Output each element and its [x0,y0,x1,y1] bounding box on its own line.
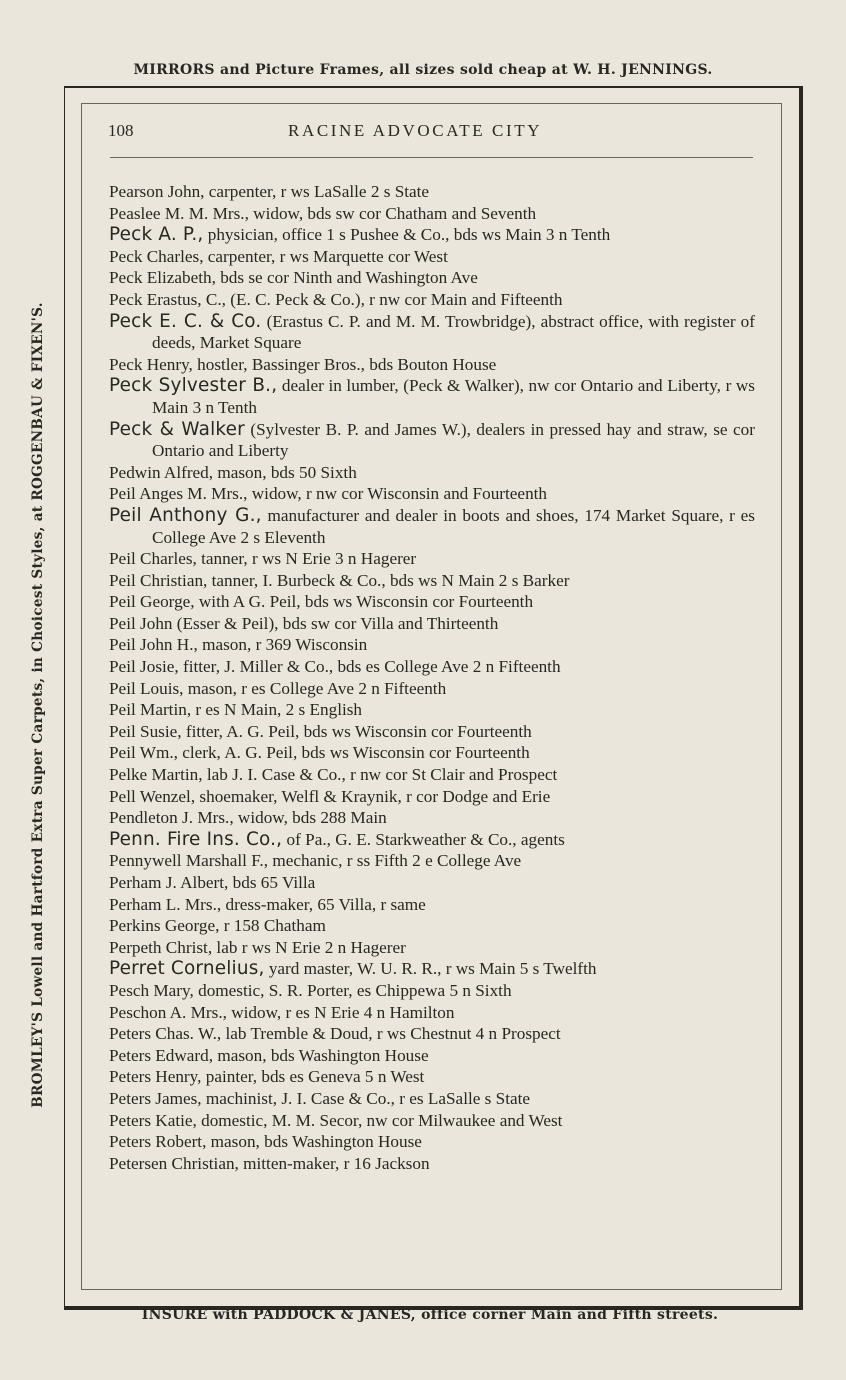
directory-entry [109,721,755,743]
directory-entry [109,915,755,937]
entry-text: Pendleton J. Mrs., widow, bds 288 Main [109,808,387,828]
directory-entry [109,699,755,721]
entry-text: Peters Robert, mason, bds Washington House [109,1132,422,1152]
directory-entry [109,764,755,786]
directory-entry [109,850,755,872]
entry-text: Peil Martin, r es N Main, 2 s English [109,700,363,720]
directory-entry [109,872,755,894]
entry-text: Pearson John, carpenter, r ws LaSalle 2 s State [109,182,430,201]
page-number: 108 [108,121,134,140]
entry-text: manufacturer and dealer in boots and shoes, 174 Market Square, r es College Ave 2 s Eleventh [152,505,755,547]
directory-entry [109,289,755,311]
directory-entry [109,505,755,548]
entry-name: Penn. Fire Ins. Co., [109,828,283,850]
entry-name: Peil Anthony G., [109,504,262,526]
directory-entry [109,937,755,959]
directory-entry [109,1002,755,1024]
entry-name: Peck E. C. & Co. [109,310,262,332]
running-head: RACINE ADVOCATE CITY [288,121,543,140]
directory-entry [109,375,755,418]
entry-text: Peil Susie, fitter, A. G. Peil, bds ws Wisconsin cor Fourteenth [109,721,532,741]
directory-entry [109,1045,755,1067]
entry-text: Peil Anges M. Mrs., widow, r nw cor Wisconsin and Fourteenth [109,484,548,504]
entry-text: Peck Henry, hostler, Bassinger Bros., bds Bouton House [109,354,497,374]
directory-entry [109,742,755,764]
entry-text: Pedwin Alfred, mason, bds 50 Sixth [109,462,357,482]
entry-text: Pelke Martin, lab J. I. Case & Co., r nw cor St Clair and Prospect [109,765,558,785]
entry-text: Pell Wenzel, shoemaker, Welfl & Kraynik, r cor Dodge and Erie [109,786,551,806]
entry-text: Peters Edward, mason, bds Washington House [109,1045,429,1065]
entry-text: (Sylvester B. P. and James W.), dealers in pressed hay and straw, se cor Ontario and Liberty [152,419,755,461]
bottom-advertisement: INSURE with PADDOCK & JANES, office corner Main and Fifth streets. [141,1307,719,1323]
entry-text: Peck Elizabeth, bds se cor Ninth and Washington Ave [109,268,478,288]
entry-text: Peil Charles, tanner, r ws N Erie 3 n Hagerer [109,549,417,569]
entry-name: Perret Cornelius, [109,958,265,980]
entry-text: Peschon A. Mrs., widow, r es N Erie 4 n Hamilton [109,1002,455,1022]
directory-entry [109,656,755,678]
entry-text: Peil Wm., clerk, A. G. Peil, bds ws Wisconsin cor Fourteenth [109,743,530,763]
directory-entry [109,807,755,829]
entry-name: Peck A. P., [109,224,204,246]
directory-entry [109,591,755,613]
entry-text: physician, office 1 s Pushee & Co., bds ws Main 3 n Tenth [203,225,611,245]
side-advertisement [18,235,58,1175]
entry-text: Peaslee M. M. Mrs., widow, bds sw cor Chatham and Seventh [109,203,537,223]
entry-text: Peil Christian, tanner, I. Burbeck & Co., bds ws N Main 2 s Barker [109,570,570,590]
entry-text: Pennywell Marshall F., mechanic, r ss Fifth 2 e College Ave [109,851,522,871]
directory-entry [109,483,755,505]
directory-entry [109,267,755,289]
directory-entry [109,1153,755,1175]
entry-name: Peck & Walker [109,418,245,440]
entry-text: Peil Josie, fitter, J. Miller & Co., bds es College Ave 2 n Fifteenth [109,657,561,677]
directory-entry [109,311,755,354]
directory-entry [109,829,755,851]
entry-text: Peters Henry, painter, bds es Geneva 5 n West [109,1067,425,1087]
entry-text: Perpeth Christ, lab r ws N Erie 2 n Hagerer [109,937,406,957]
entry-text: Peck Charles, carpenter, r ws Marquette cor West [109,246,448,266]
directory-entry [109,634,755,656]
directory-entry [109,1088,755,1110]
entry-text: Peil John (Esser & Peil), bds sw cor Villa and Thirteenth [109,613,499,633]
entry-text: Peters Chas. W., lab Tremble & Doud, r ws Chestnut 4 n Prospect [109,1024,561,1044]
directory-entry [109,181,755,203]
header-rule [110,157,753,158]
directory-entry [109,570,755,592]
entry-text: Perkins George, r 158 Chatham [109,916,326,936]
directory-entry [109,1131,755,1153]
entry-text: Peters Katie, domestic, M. M. Secor, nw cor Milwaukee and West [109,1110,563,1130]
entry-text: Peil Louis, mason, r es College Ave 2 n Fifteenth [109,678,447,698]
entry-text: Peil George, with A G. Peil, bds ws Wisconsin cor Fourteenth [109,592,534,612]
directory-entry [109,786,755,808]
directory-entry [109,419,755,462]
directory-entry [109,980,755,1002]
directory-entry [109,354,755,376]
directory-entry [109,246,755,268]
directory-entry [109,224,755,246]
entry-text: yard master, W. U. R. R., r ws Main 5 s Twelfth [264,959,597,979]
directory-entry [109,958,755,980]
entry-text: Peters James, machinist, J. I. Case & Co., r es LaSalle s State [109,1088,531,1108]
entry-text: Pesch Mary, domestic, S. R. Porter, es Chippewa 5 n Sixth [109,980,512,1000]
entry-text: Petersen Christian, mitten-maker, r 16 Jackson [109,1153,430,1173]
directory-listing [109,181,755,1174]
directory-entry [109,613,755,635]
entry-name: Peck Sylvester B., [109,375,278,397]
directory-entry [109,548,755,570]
top-advertisement: MIRRORS and Picture Frames, all sizes sold cheap at W. H. JENNINGS. [133,62,713,78]
directory-entry [109,1023,755,1045]
directory-entry [109,894,755,916]
entry-text: Perham L. Mrs., dress-maker, 65 Villa, r same [109,894,426,914]
directory-entry [109,203,755,225]
directory-entry [109,462,755,484]
directory-entry [109,678,755,700]
entry-text: Peck Erastus, C., (E. C. Peck & Co.), r nw cor Main and Fifteenth [109,289,563,309]
entry-text: Peil John H., mason, r 369 Wisconsin [109,635,368,655]
side-advertisement-text: BROMLEY'S Lowell and Hartford Extra Super Carpets, in Choicest Styles, at ROGGENBAU & FIXEN'S. [30,302,46,1108]
entry-text: Perham J. Albert, bds 65 Villa [109,873,316,892]
entry-text: (Erastus C. P. and M. M. Trowbridge), abstract office, with register of deeds, Market Square [152,311,755,353]
entry-text: dealer in lumber, (Peck & Walker), nw cor Ontario and Liberty, r ws Main 3 n Tenth [152,376,755,417]
directory-entry [109,1110,755,1132]
directory-entry [109,1066,755,1088]
entry-text: of Pa., G. E. Starkweather & Co., agents [282,829,565,849]
